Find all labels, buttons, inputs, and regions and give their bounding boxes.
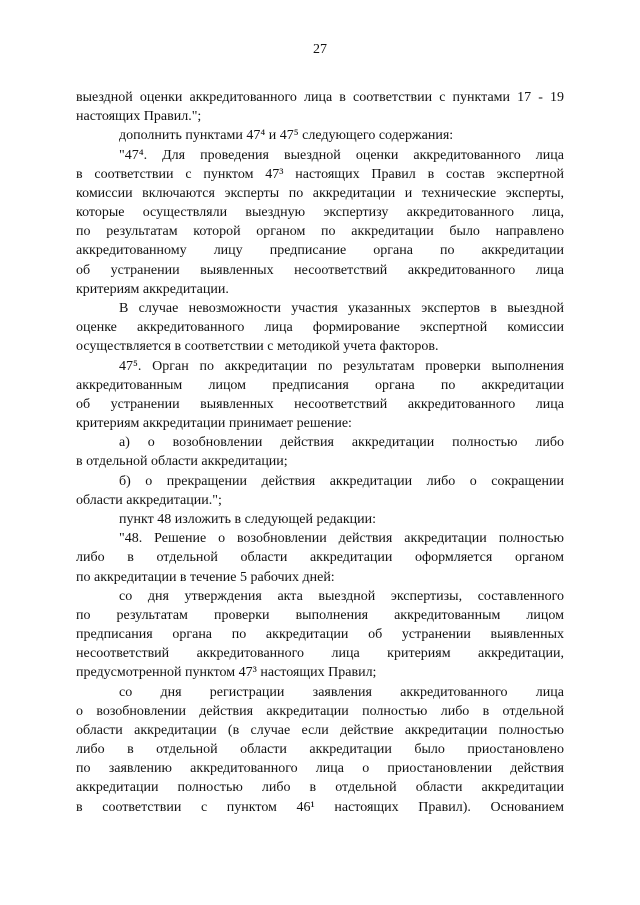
text-line: осуществляется в соответствии с методикой учета факторов.	[76, 339, 439, 354]
text-line: б) о прекращении действия аккредитации либо о сокращении	[119, 474, 564, 489]
text-line: о возобновлении действия аккредитации полностью либо в отдельной	[76, 704, 564, 719]
text-line: "48. Решение о возобновлении действия аккредитации полностью	[119, 531, 564, 546]
text-line: со дня регистрации заявления аккредитованного лица	[119, 685, 564, 700]
text-line: по заявлению аккредитованного лица о приостановлении действия	[76, 761, 564, 776]
text-line: по аккредитации в течение 5 рабочих дней:	[76, 570, 335, 585]
text-line: предписания органа по аккредитации об устранении выявленных	[76, 627, 564, 642]
text-line: либо в отдельной области аккредитации было приостановлено	[76, 742, 564, 757]
text-line: критериям аккредитации принимает решение:	[76, 416, 352, 431]
text-line: несоответствий аккредитованного лица критериям аккредитации,	[76, 646, 564, 661]
text-line: области аккредитации (в случае если действие аккредитации полностью	[76, 723, 564, 738]
text-line: пункт 48 изложить в следующей редакции:	[119, 512, 376, 527]
text-line: либо в отдельной области аккредитации оформляется органом	[76, 550, 564, 565]
text-line: оценке аккредитованного лица формирование экспертной комиссии	[76, 320, 564, 335]
text-line: 47⁵. Орган по аккредитации по результатам проверки выполнения	[119, 359, 564, 374]
text-line: в соответствии с пунктом 46¹ настоящих Правил). Основанием	[76, 800, 564, 815]
page-number: 27	[313, 42, 327, 57]
text-line: аккредитации полностью либо в отдельной области аккредитации	[76, 780, 564, 795]
text-line: комиссии включаются эксперты по аккредитации и технические эксперты,	[76, 186, 564, 201]
text-line: в отдельной области аккредитации;	[76, 454, 288, 469]
text-line: об устранении выявленных несоответствий аккредитованного лица	[76, 397, 564, 412]
text-line: по результатам проверки выполнения аккредитованным лицом	[76, 608, 564, 623]
text-line: области аккредитации.";	[76, 493, 222, 508]
text-line: предусмотренной пунктом 47³ настоящих Правил;	[76, 665, 377, 680]
text-line: выездной оценки аккредитованного лица в соответствии с пунктами 17 - 19	[76, 90, 564, 105]
text-line: критериям аккредитации.	[76, 282, 229, 297]
text-line: об устранении выявленных несоответствий аккредитованного лица	[76, 263, 564, 278]
text-line: которые осуществляли выездную экспертизу аккредитованного лица,	[76, 205, 564, 220]
text-line: по результатам которой органом по аккредитации было направлено	[76, 224, 564, 239]
text-line: настоящих Правил.";	[76, 109, 202, 124]
text-line: со дня утверждения акта выездной экспертизы, составленного	[119, 589, 564, 604]
text-line: дополнить пунктами 47⁴ и 47⁵ следующего содержания:	[119, 128, 454, 143]
text-line: аккредитованному лицу предписание органа по аккредитации	[76, 243, 564, 258]
text-line: аккредитованным лицом предписания органа по аккредитации	[76, 378, 564, 393]
text-line: а) о возобновлении действия аккредитации полностью либо	[119, 435, 564, 450]
text-line: "47⁴. Для проведения выездной оценки аккредитованного лица	[119, 148, 564, 163]
text-line: В случае невозможности участия указанных экспертов в выездной	[119, 301, 564, 316]
text-line: в соответствии с пунктом 47³ настоящих Правил в состав экспертной	[76, 167, 564, 182]
